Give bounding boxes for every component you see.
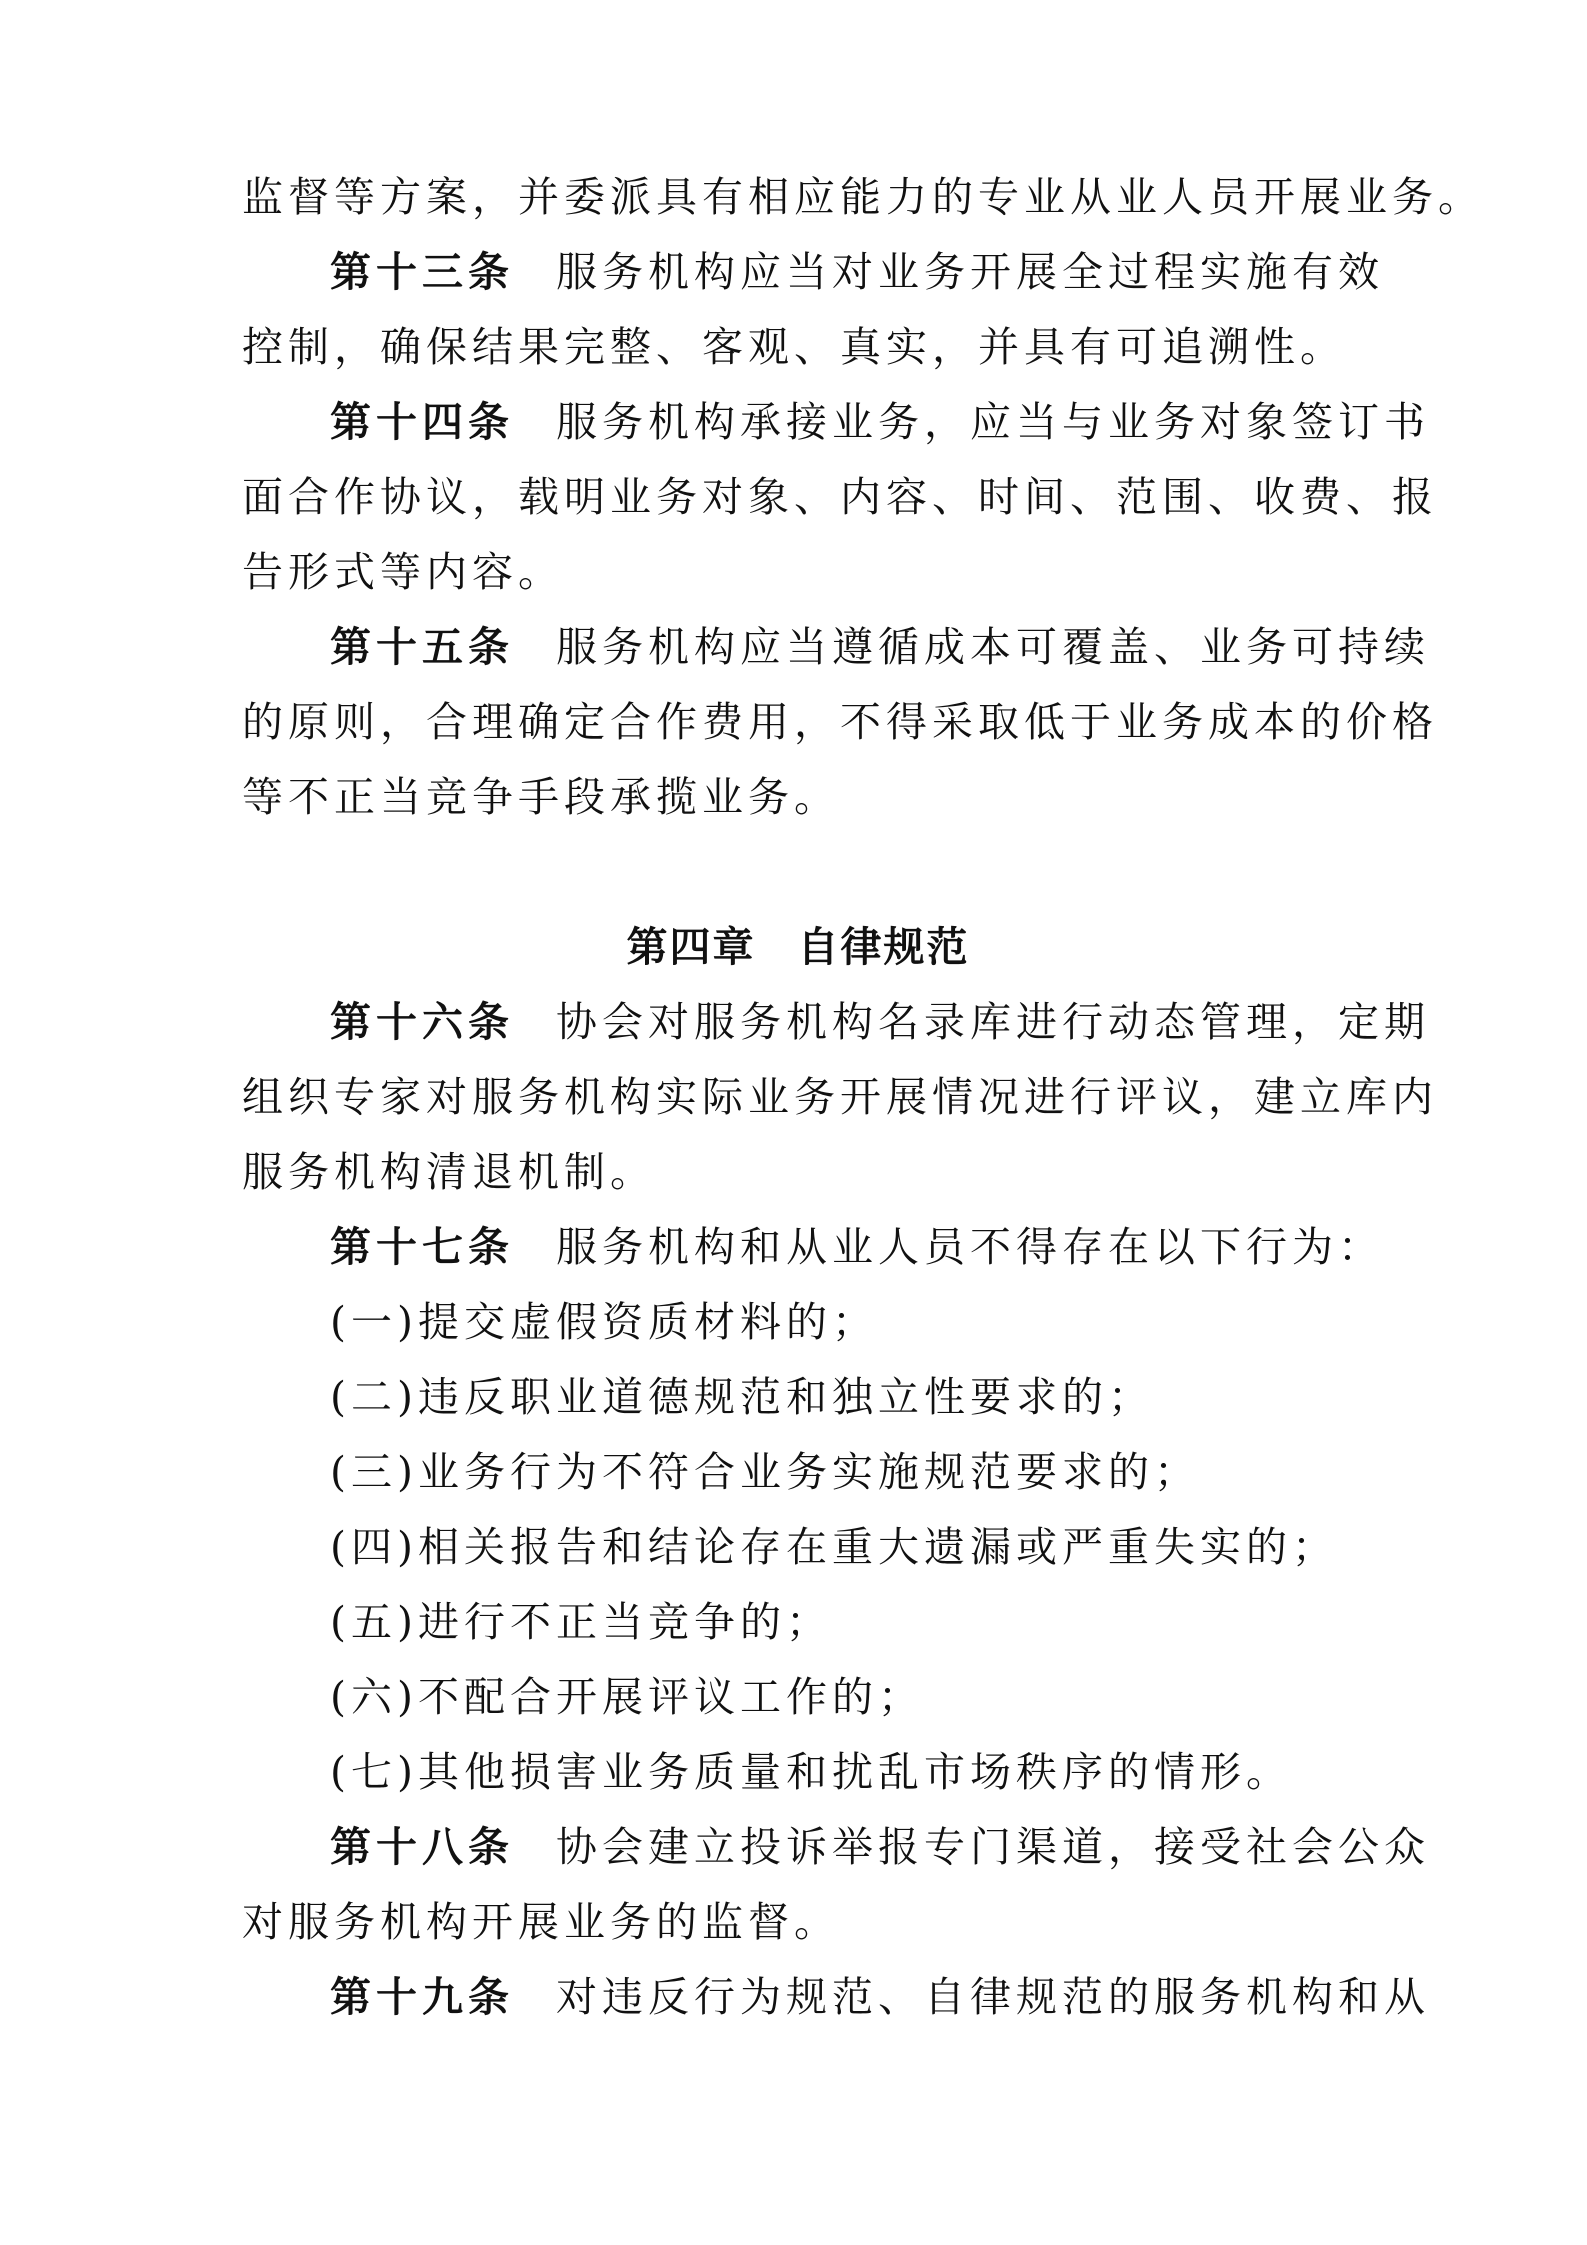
article-17-item: (四)相关报告和结论存在重大遗漏或严重失实的； <box>330 1523 1338 1571</box>
article-17-item: (三)业务行为不符合业务实施规范要求的； <box>330 1448 1200 1496</box>
article-14-label: 第十四条 <box>330 398 514 446</box>
article-17-label: 第十七条 <box>330 1223 514 1271</box>
article-16-text-1: 协会对服务机构名录库进行动态管理，定期 <box>556 998 1430 1046</box>
article-16-line-1 <box>242 985 1430 1060</box>
article-19-line-1 <box>242 1960 1430 2035</box>
article-13-line-1 <box>242 235 1384 310</box>
section-gap <box>242 835 1354 910</box>
article-17-item: (五)进行不正当竞争的； <box>330 1598 832 1646</box>
article-17-text-1: 服务机构和从业人员不得存在以下行为： <box>556 1223 1384 1271</box>
article-18-label: 第十八条 <box>330 1823 514 1871</box>
chapter-number: 第四章 <box>626 923 756 971</box>
article-15-line-3: 等不正当竞争手段承揽业务。 <box>242 773 840 821</box>
article-14-line-2: 面合作协议，载明业务对象、内容、时间、范围、收费、报 <box>242 473 1438 521</box>
continued-text-line: 监督等方案，并委派具有相应能力的专业从业人员开展业务。 <box>242 173 1484 221</box>
article-13-text-1: 服务机构应当对业务开展全过程实施有效 <box>556 248 1384 296</box>
article-13-label: 第十三条 <box>330 248 514 296</box>
article-13-line-2: 控制，确保结果完整、客观、真实，并具有可追溯性。 <box>242 323 1346 371</box>
article-15-line-2: 的原则，合理确定合作费用，不得采取低于业务成本的价格 <box>242 698 1438 746</box>
document-page <box>242 160 1484 2035</box>
article-17-item: (七)其他损害业务质量和扰乱市场秩序的情形。 <box>330 1748 1292 1796</box>
article-17-item: (六)不配合开展评议工作的； <box>330 1673 924 1721</box>
article-17-item: (二)违反职业道德规范和独立性要求的； <box>330 1373 1154 1421</box>
article-18-line-1 <box>242 1810 1430 1885</box>
article-19-label: 第十九条 <box>330 1973 514 2021</box>
article-17-line-1 <box>242 1210 1384 1285</box>
article-16-line-3: 服务机构清退机制。 <box>242 1148 656 1196</box>
article-15-line-1 <box>242 610 1430 685</box>
article-16-label: 第十六条 <box>330 998 514 1046</box>
article-14-line-1 <box>242 385 1430 460</box>
chapter-heading <box>242 910 1354 985</box>
article-19-text-1: 对违反行为规范、自律规范的服务机构和从 <box>556 1973 1430 2021</box>
article-17-item: (一)提交虚假资质材料的； <box>330 1298 878 1346</box>
article-14-text-1: 服务机构承接业务，应当与业务对象签订书 <box>556 398 1430 446</box>
article-18-line-2: 对服务机构开展业务的监督。 <box>242 1898 840 1946</box>
article-15-text-1: 服务机构应当遵循成本可覆盖、业务可持续 <box>556 623 1430 671</box>
article-18-text-1: 协会建立投诉举报专门渠道，接受社会公众 <box>556 1823 1430 1871</box>
article-16-line-2: 组织专家对服务机构实际业务开展情况进行评议，建立库内 <box>242 1073 1438 1121</box>
article-14-line-3: 告形式等内容。 <box>242 548 564 596</box>
chapter-title: 自律规范 <box>797 923 970 971</box>
article-15-label: 第十五条 <box>330 623 514 671</box>
